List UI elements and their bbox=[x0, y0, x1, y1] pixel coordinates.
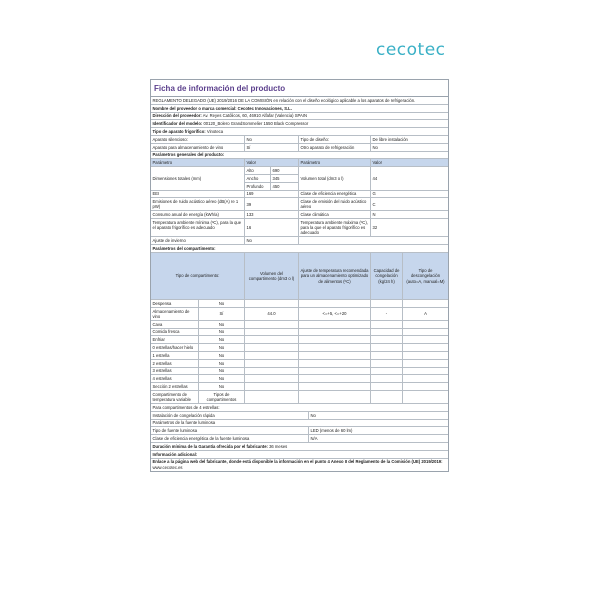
comp-header-freeze: Capacidad de congelación (kg/24 h) bbox=[371, 253, 403, 299]
compartment-defrost: A bbox=[424, 311, 427, 317]
address-value: Av. Reyes Católicos, 60, 46910 Alfafar (Valencia) SPAIN bbox=[202, 113, 307, 119]
regulation-row bbox=[151, 97, 448, 105]
quick-freeze-value: No bbox=[310, 412, 316, 418]
compartment-temp bbox=[299, 300, 371, 307]
top-label: Aparato silencioso: bbox=[151, 136, 245, 143]
compartment-volume bbox=[245, 329, 299, 336]
compartment-name: Sección 2 estrellas bbox=[151, 383, 199, 390]
product-sheet bbox=[150, 79, 449, 472]
compartment-present: No bbox=[199, 368, 245, 375]
link-row bbox=[151, 459, 448, 471]
model-value: 00120_Bolero GrandSommelier 1550 Black Compressor bbox=[203, 121, 309, 127]
general-value: 169 bbox=[245, 191, 299, 198]
compartment-name: 2 estrellas bbox=[151, 360, 199, 367]
compartment-row bbox=[151, 391, 448, 404]
compartment-freeze bbox=[371, 352, 403, 359]
compartment-freeze bbox=[371, 391, 403, 403]
compartment-defrost bbox=[403, 383, 448, 390]
compartment-defrost bbox=[403, 329, 448, 336]
compartment-defrost bbox=[403, 321, 448, 328]
general-label: Temperatura ambiente máxima (ºC), para la que el aparato frigorífico es adecuado bbox=[299, 219, 371, 236]
compartment-freeze bbox=[371, 300, 403, 307]
volume-value: 44 bbox=[372, 175, 378, 181]
compartment-volume bbox=[245, 300, 299, 307]
link-text: Enlace a la página web del fabricante, donde está disponible la información en el punto 4 Anexo II del Reglamento de la Comisión (UE) 2019/2019: bbox=[152, 459, 443, 465]
general-row bbox=[151, 191, 448, 199]
compartment-row bbox=[151, 344, 448, 352]
compartment-temp bbox=[299, 368, 371, 375]
compartment-freeze bbox=[371, 329, 403, 336]
dim-value: 690 bbox=[272, 167, 280, 173]
warranty-row bbox=[151, 443, 448, 451]
general-label: Emisiones de ruido acústico aéreo (dB(A) re 1 pW) bbox=[151, 198, 245, 210]
compartment-present: No bbox=[199, 375, 245, 382]
compartment-defrost bbox=[403, 336, 448, 343]
address-label: Dirección del proveedor: bbox=[152, 113, 202, 119]
compartment-name: Despensa bbox=[151, 300, 199, 307]
comp-header-volume: Volumen del compartimento (dm3 o l) bbox=[245, 253, 299, 299]
compartment-row bbox=[151, 352, 448, 360]
dimensions-label: Dimensiones totales (mm) bbox=[151, 167, 245, 189]
general-label: Clase de emisión del ruido acústico aéreo bbox=[299, 198, 371, 210]
compartment-defrost bbox=[403, 344, 448, 351]
param-header: Parámetro bbox=[151, 159, 245, 166]
general-value: 133 bbox=[245, 211, 299, 218]
compartment-temp bbox=[299, 383, 371, 390]
manufacturer-link[interactable]: www.cecotec.es bbox=[152, 464, 183, 470]
brand-logo: cecotec bbox=[376, 40, 446, 60]
light-class-row bbox=[151, 435, 448, 443]
compartment-name: 1 estrella bbox=[151, 352, 199, 359]
compartment-name: 3 estrellas bbox=[151, 368, 199, 375]
comp-title: Parámetros del compartimento: bbox=[152, 245, 216, 251]
comp-header-row bbox=[151, 253, 448, 300]
winter-blank bbox=[299, 237, 448, 244]
comp-header-defrost: Tipo de descongelación (auto=A, manual=M) bbox=[406, 268, 445, 284]
compartment-present: No bbox=[199, 321, 245, 328]
general-title-row bbox=[151, 152, 448, 160]
compartment-present: No bbox=[199, 344, 245, 351]
compartment-defrost bbox=[403, 300, 448, 307]
param-header: Parámetro bbox=[299, 159, 371, 166]
compartment-temp: <=+5, <=+20 bbox=[299, 308, 371, 320]
compartment-present: Sí bbox=[199, 308, 245, 320]
compartment-volume bbox=[245, 344, 299, 351]
top-value: De libre instalación bbox=[372, 136, 408, 142]
compartment-present: No bbox=[199, 383, 245, 390]
compartment-name: Almacenamiento de vino bbox=[151, 308, 199, 320]
compartment-temp bbox=[299, 336, 371, 343]
compartment-row bbox=[151, 375, 448, 383]
quick-freeze-row bbox=[151, 412, 448, 420]
compartment-defrost bbox=[403, 360, 448, 367]
compartment-present: No bbox=[199, 352, 245, 359]
dim-label: Alto bbox=[245, 167, 271, 174]
top-label: Tipo de diseño: bbox=[299, 136, 371, 143]
general-value: 32 bbox=[372, 225, 378, 231]
compartment-row bbox=[151, 321, 448, 329]
general-label: Clase climática bbox=[299, 211, 371, 218]
info-label: Información adicional: bbox=[152, 451, 198, 457]
compartment-freeze bbox=[371, 321, 403, 328]
winter-label: Ajuste de invierno bbox=[151, 237, 245, 244]
compartment-volume bbox=[245, 383, 299, 390]
compartment-freeze bbox=[371, 368, 403, 375]
param-header-row bbox=[151, 159, 448, 167]
compartment-volume bbox=[245, 368, 299, 375]
compartment-present: No bbox=[199, 329, 245, 336]
compartment-volume bbox=[245, 352, 299, 359]
winter-row bbox=[151, 237, 448, 245]
compartment-name: Enfriar bbox=[151, 336, 199, 343]
general-value: C bbox=[372, 201, 376, 207]
compartment-row bbox=[151, 368, 448, 376]
light-class-label: Clase de eficiencia energética de la fuente luminosa bbox=[151, 435, 309, 442]
general-value: 39 bbox=[245, 198, 299, 210]
compartment-present: No bbox=[199, 360, 245, 367]
compartment-freeze bbox=[371, 375, 403, 382]
general-value: N bbox=[372, 212, 376, 218]
info-row bbox=[151, 451, 448, 459]
dimensions-row bbox=[151, 167, 448, 190]
compartment-defrost bbox=[403, 352, 448, 359]
compartment-defrost bbox=[403, 368, 448, 375]
dim-value: 450 bbox=[272, 183, 280, 189]
compartment-volume bbox=[245, 360, 299, 367]
dimensions-values bbox=[245, 167, 299, 189]
compartment-present: Tipos de compartimentos bbox=[199, 391, 245, 403]
general-label: Temperatura ambiente mínima (ºC), para la que el aparato frigorífico es adecuado bbox=[151, 219, 245, 236]
compartment-freeze bbox=[371, 344, 403, 351]
top-value: Sí bbox=[245, 144, 299, 151]
general-row bbox=[151, 211, 448, 219]
compartment-volume bbox=[245, 321, 299, 328]
volume-label: Volumen total (dm3 o l) bbox=[299, 167, 371, 189]
compartment-defrost bbox=[403, 375, 448, 382]
supplier-text: Nombre del proveedor o marca comercial: Cecotec Innovaciones, S.L. bbox=[152, 105, 292, 111]
top-label: Otro aparato de refrigeración bbox=[299, 144, 371, 151]
light-class-value: N/A bbox=[310, 435, 318, 441]
general-title: Parámetros generales del producto: bbox=[152, 152, 225, 158]
address-row bbox=[151, 113, 448, 121]
compartment-present: No bbox=[199, 336, 245, 343]
top-row bbox=[151, 144, 448, 152]
comp-title-row bbox=[151, 245, 448, 253]
compartment-temp bbox=[299, 352, 371, 359]
model-label: Identificador del modelo: bbox=[152, 121, 203, 127]
light-title-row bbox=[151, 420, 448, 428]
compartment-temp bbox=[299, 360, 371, 367]
light-type-label: Tipo de fuente luminosa bbox=[151, 427, 309, 434]
compartment-freeze bbox=[371, 360, 403, 367]
four-star-row bbox=[151, 404, 448, 412]
general-row bbox=[151, 219, 448, 237]
warranty-value: 36 meses bbox=[269, 443, 288, 449]
general-label: Clase de eficiencia energética bbox=[299, 191, 371, 198]
top-label: Aparato para almacenamiento de vino bbox=[151, 144, 245, 151]
quick-freeze-label: Instalación de congelación rápida bbox=[151, 412, 309, 419]
general-value: G bbox=[372, 191, 376, 197]
value-header: Valor bbox=[372, 160, 382, 166]
compartment-present: No bbox=[199, 300, 245, 307]
compartment-row bbox=[151, 383, 448, 391]
type-value: Vinoteca bbox=[206, 128, 224, 134]
compartment-volume bbox=[245, 336, 299, 343]
top-value: No bbox=[245, 136, 299, 143]
compartment-freeze bbox=[371, 383, 403, 390]
light-title: Parámetros de la fuente luminosa bbox=[152, 420, 216, 426]
top-value: No bbox=[372, 144, 378, 150]
general-label: Consumo anual de energía (kWh/a) bbox=[151, 211, 245, 218]
compartment-name: Compartimento de temperatura variable bbox=[151, 391, 199, 403]
type-label: Tipo de aparato frigorífico: bbox=[152, 128, 206, 134]
comp-header-type: Tipo de compartimento: bbox=[151, 253, 245, 299]
value-header: Valor bbox=[245, 159, 299, 166]
general-label: EEI bbox=[151, 191, 245, 198]
winter-value: No bbox=[245, 237, 299, 244]
dim-label: Profundo bbox=[245, 183, 271, 190]
four-star-title: Para compartimentos de 4 estrellas: bbox=[152, 404, 220, 410]
compartment-freeze bbox=[371, 336, 403, 343]
compartment-row bbox=[151, 329, 448, 337]
compartment-name: Comida fresca bbox=[151, 329, 199, 336]
model-row bbox=[151, 120, 448, 128]
compartment-row bbox=[151, 360, 448, 368]
compartment-rows bbox=[151, 300, 448, 404]
compartment-temp bbox=[299, 329, 371, 336]
compartment-name: 0 estrellas/hacer hielo bbox=[151, 344, 199, 351]
compartment-volume bbox=[245, 391, 299, 403]
compartment-temp bbox=[299, 344, 371, 351]
sheet-title: Ficha de información del producto bbox=[151, 80, 448, 97]
compartment-freeze: - bbox=[371, 308, 403, 320]
compartment-temp bbox=[299, 391, 371, 403]
compartment-name: Cava bbox=[151, 321, 199, 328]
top-row bbox=[151, 136, 448, 144]
compartment-volume bbox=[245, 375, 299, 382]
compartment-defrost bbox=[403, 391, 448, 403]
light-type-row bbox=[151, 427, 448, 435]
type-row bbox=[151, 128, 448, 136]
dim-value: 345 bbox=[272, 175, 280, 181]
compartment-temp bbox=[299, 375, 371, 382]
general-value: 16 bbox=[245, 219, 299, 236]
compartment-temp bbox=[299, 321, 371, 328]
supplier-row bbox=[151, 105, 448, 113]
light-type-value: LED (menos de 60 lm) bbox=[310, 428, 353, 434]
compartment-row bbox=[151, 308, 448, 321]
warranty-label: Duración mínima de la Garantía ofrecida por el fabricante: bbox=[152, 443, 268, 449]
compartment-volume: 44.0 bbox=[245, 308, 299, 320]
general-row bbox=[151, 198, 448, 211]
regulation-text: REGLAMENTO DELEGADO (UE) 2019/2016 DE LA COMISIÓN en relación con el diseño ecológico aplicable a los aparatos de refrigeración. bbox=[152, 97, 416, 103]
dim-label: Ancho bbox=[245, 175, 271, 182]
compartment-row bbox=[151, 336, 448, 344]
compartment-row bbox=[151, 300, 448, 308]
comp-header-temp: Ajuste de temperatura recomendada para un almacenamiento optimizado de alimentos (ºC) bbox=[299, 253, 371, 299]
compartment-name: 4 estrellas bbox=[151, 375, 199, 382]
